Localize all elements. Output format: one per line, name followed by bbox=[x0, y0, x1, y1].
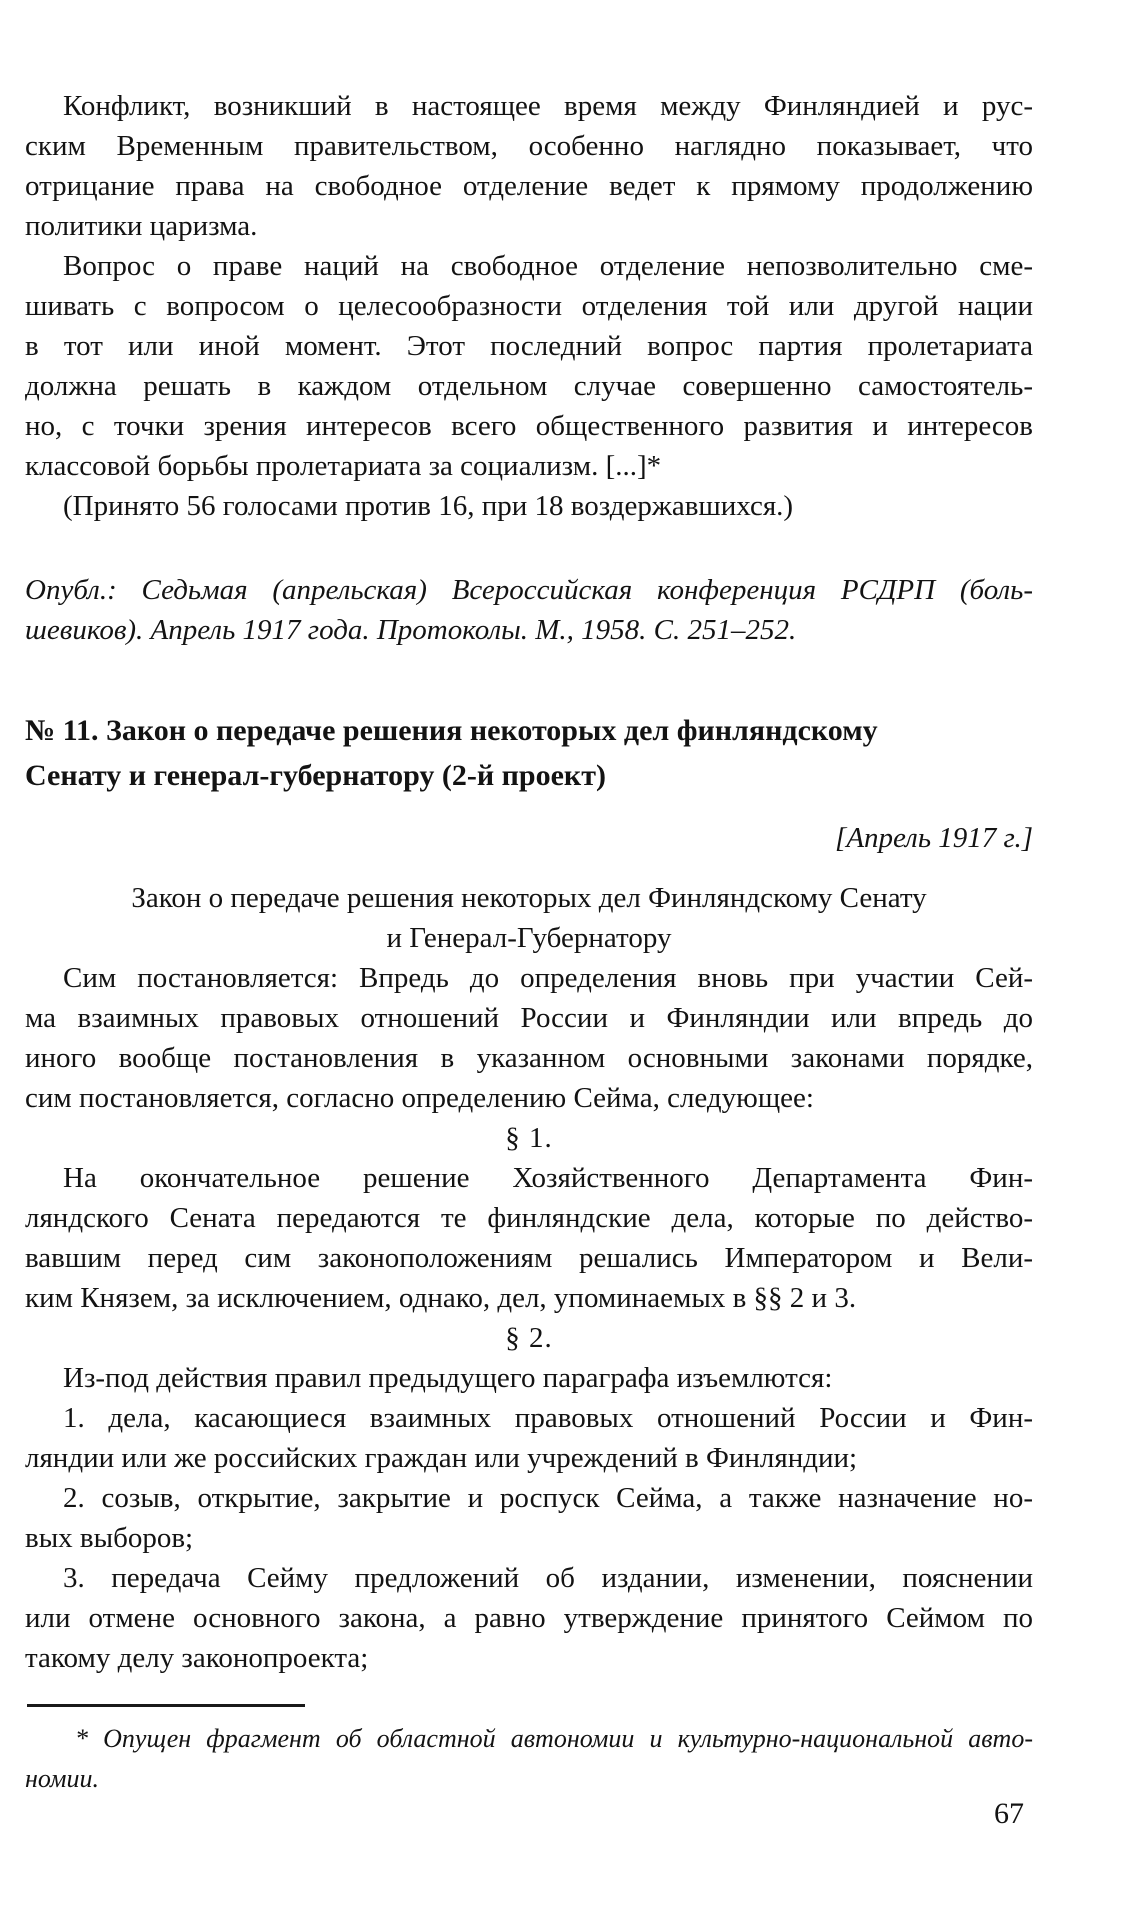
vote-result-line-1: (Принято 56 голосами против 16, при 18 воздержавшихся.) bbox=[63, 490, 794, 522]
document-heading-line-1: № 11. Закон о передаче решения некоторых дел финляндскому bbox=[25, 714, 878, 747]
page-number: 67 bbox=[994, 1797, 1024, 1830]
paragraph-section-2-intro-line-1: Из-под действия правил предыдущего параграфа изъемлются: bbox=[63, 1362, 833, 1394]
paragraph-right-of-nations-line-3: в тот или иной момент. Этот последний вопрос партия пролетариата bbox=[25, 330, 1033, 362]
paragraph-conflict-line-3: отрицание права на свободное отделение ведет к прямому продолжению bbox=[25, 170, 1033, 202]
list-item-1-line-2: ляндии или же российских граждан или учреждений в Финляндии; bbox=[25, 1442, 858, 1474]
paragraph-right-of-nations-line-4: должна решать в каждом отдельном случае совершенно самостоятель- bbox=[25, 370, 1033, 402]
section-1-label bbox=[25, 1118, 1033, 1158]
list-item-3-line-3: такому делу законопроекта; bbox=[25, 1642, 369, 1674]
paragraph-enactment-line-3: иного вообще постановления в указанном основными законами порядке, bbox=[25, 1042, 1033, 1074]
paragraph-right-of-nations-line-6: классовой борьбы пролетариата за социализм. [...]* bbox=[25, 450, 662, 482]
list-item-2-line-1: 2. созыв, открытие, закрытие и роспуск Сейма, а также назначение но- bbox=[63, 1482, 1033, 1514]
publication-source-line-2: шевиков). Апрель 1917 года. Протоколы. М., 1958. С. 251–252. bbox=[25, 614, 797, 646]
vote-result bbox=[25, 486, 1033, 526]
paragraph-right-of-nations-line-1: Вопрос о праве наций на свободное отделение непозволительно сме- bbox=[63, 250, 1033, 282]
footnote-line-2: номии. bbox=[25, 1764, 100, 1793]
document-subtitle-line-2: и Генерал-Губернатору bbox=[386, 922, 672, 954]
paragraph-section-1-line-2: ляндского Сената передаются те финляндские дела, которые по действо- bbox=[25, 1202, 1033, 1234]
paragraph-section-2-intro bbox=[25, 1358, 1033, 1398]
list-item-3-line-1: 3. передача Сейму предложений об издании, изменении, пояснении bbox=[63, 1562, 1033, 1594]
paragraph-conflict bbox=[25, 86, 1033, 246]
section-2-label-line-1: § 2. bbox=[505, 1322, 553, 1354]
footnote-lines bbox=[25, 1719, 1033, 1799]
paragraph-right-of-nations bbox=[25, 246, 1033, 486]
list-item-2-line-2: вых выборов; bbox=[25, 1522, 194, 1554]
document-heading bbox=[25, 708, 1033, 798]
document-subtitle bbox=[25, 878, 1033, 958]
list-item-3 bbox=[25, 1558, 1033, 1678]
paragraph-section-1 bbox=[25, 1158, 1033, 1318]
paragraph-conflict-line-1: Конфликт, возникший в настоящее время между Финляндией и рус- bbox=[63, 90, 1033, 122]
footnote-rule bbox=[27, 1704, 305, 1707]
paragraph-enactment-line-2: ма взаимных правовых отношений России и Финляндии или впредь до bbox=[25, 1002, 1033, 1034]
paragraph-enactment-line-1: Сим постановляется: Впредь до определения вновь при участии Сей- bbox=[63, 962, 1033, 994]
paragraph-conflict-line-4: политики царизма. bbox=[25, 210, 258, 242]
document-heading-line-2: Сенату и генерал-губернатору (2-й проект) bbox=[25, 759, 606, 792]
paragraph-section-1-line-3: вавшим перед сим законоположениям решались Императором и Вели- bbox=[25, 1242, 1033, 1274]
paragraph-right-of-nations-line-2: шивать с вопросом о целесообразности отделения той или другой нации bbox=[25, 290, 1033, 322]
document-subtitle-line-1: Закон о передаче решения некоторых дел Финляндскому Сенату bbox=[131, 882, 927, 914]
blocks-host bbox=[25, 86, 1033, 1678]
section-2-label bbox=[25, 1318, 1033, 1358]
document-date bbox=[25, 818, 1033, 858]
document-date-line-1: [Апрель 1917 г.] bbox=[835, 822, 1033, 854]
paragraph-conflict-line-2: ским Временным правительством, особенно наглядно показывает, что bbox=[25, 130, 1033, 162]
paragraph-section-1-line-4: ким Князем, за исключением, однако, дел, упоминаемых в §§ 2 и 3. bbox=[25, 1282, 857, 1314]
text-column bbox=[25, 86, 1033, 1799]
paragraph-section-1-line-1: На окончательное решение Хозяйственного Департамента Фин- bbox=[63, 1162, 1033, 1194]
list-item-1-line-1: 1. дела, касающиеся взаимных правовых отношений России и Фин- bbox=[63, 1402, 1033, 1434]
list-item-1 bbox=[25, 1398, 1033, 1478]
section-1-label-line-1: § 1. bbox=[505, 1122, 553, 1154]
publication-source bbox=[25, 570, 1033, 650]
footnote-line-1: * Опущен фрагмент об областной автономии и культурно-национальной авто- bbox=[75, 1724, 1033, 1753]
paragraph-enactment-line-4: сим постановляется, согласно определению Сейма, следующее: bbox=[25, 1082, 814, 1114]
paragraph-right-of-nations-line-5: но, с точки зрения интересов всего общественного развития и интересов bbox=[25, 410, 1033, 442]
publication-source-line-1: Опубл.: Седьмая (апрельская) Всероссийская конференция РСДРП (боль- bbox=[25, 574, 1033, 606]
list-item-3-line-2: или отмене основного закона, а равно утверждение принятого Сеймом по bbox=[25, 1602, 1033, 1634]
footnote bbox=[25, 1704, 1033, 1799]
list-item-2 bbox=[25, 1478, 1033, 1558]
paragraph-enactment bbox=[25, 958, 1033, 1118]
